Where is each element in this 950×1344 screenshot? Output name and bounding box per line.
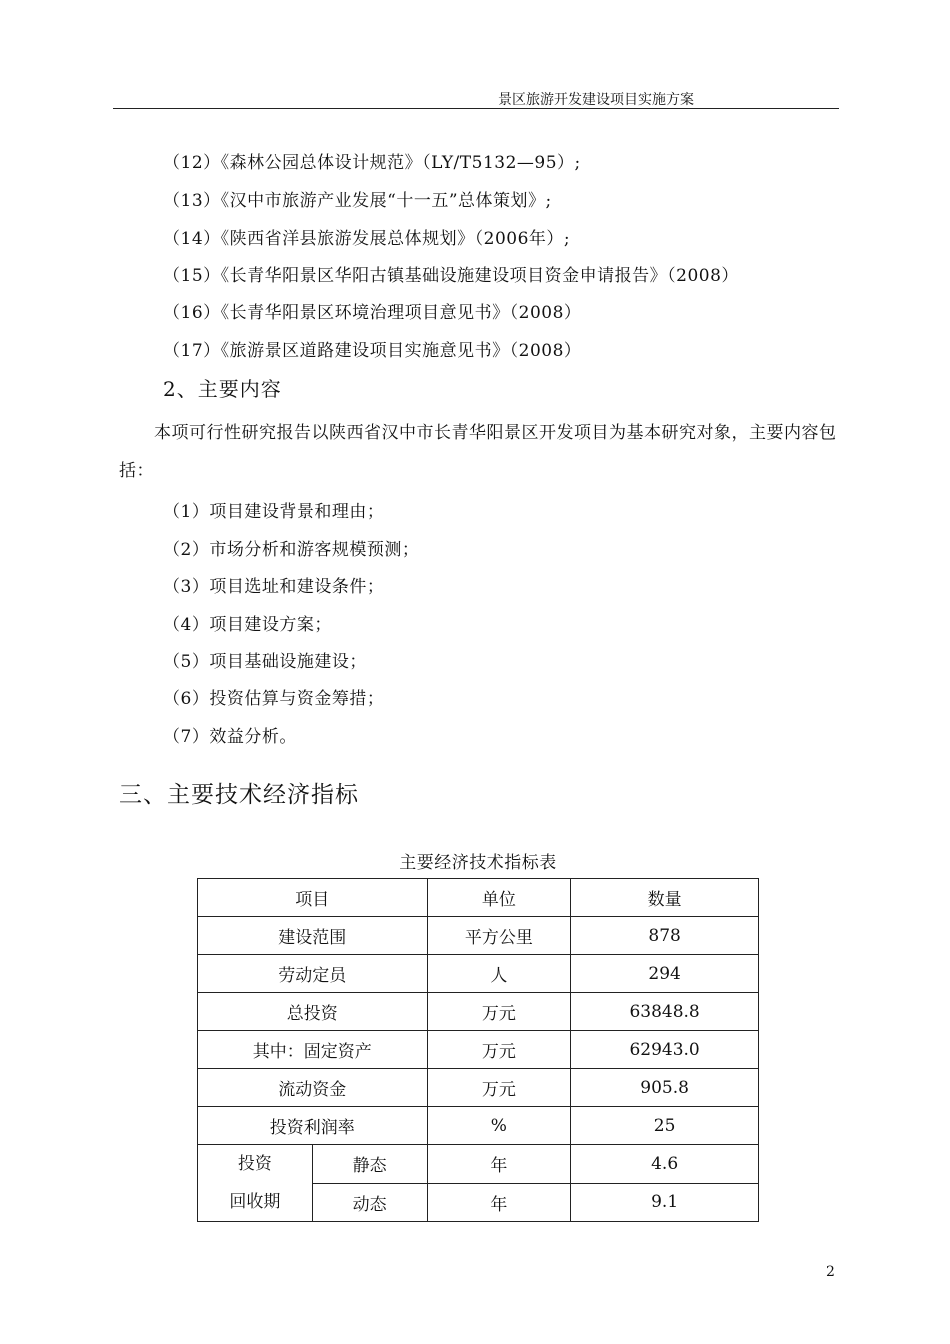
table-cell: 投资利润率	[198, 1107, 428, 1145]
indicators-table	[197, 878, 759, 1222]
table-row	[198, 955, 759, 993]
header-title: 景区旅游开发建设项目实施方案	[498, 92, 694, 108]
table-cell: 294	[571, 955, 759, 993]
table-row	[198, 993, 759, 1031]
table-row	[198, 1107, 759, 1145]
table-cell: 4.6	[571, 1145, 759, 1184]
table-caption: 主要经济技术指标表	[399, 853, 557, 873]
table-cell: 万元	[427, 1031, 571, 1069]
content-item: （6）投资估算与资金筹措；	[163, 689, 385, 709]
table-cell: 动态	[312, 1183, 427, 1222]
intro-paragraph: 本项可行性研究报告以陕西省汉中市长青华阳景区开发项目为基本研究对象，主要内容包括：	[119, 423, 837, 481]
table-cell: 9.1	[571, 1183, 759, 1222]
table-cell: 万元	[427, 993, 571, 1031]
page-header	[113, 86, 839, 109]
table-cell: 总投资	[198, 993, 428, 1031]
table-cell: 63848.8	[571, 993, 759, 1031]
page-number: 2	[826, 1264, 835, 1280]
reference-item: （12）《森林公园总体设计规范》（LY/T5132—95）;	[163, 153, 581, 173]
table-cell: 其中：固定资产	[198, 1031, 428, 1069]
header-cell: 单位	[427, 879, 571, 917]
table-row-payback-static	[198, 1145, 759, 1184]
table-cell: 25	[571, 1107, 759, 1145]
table-cell: 年	[427, 1183, 571, 1222]
payback-label-cell	[198, 1145, 313, 1222]
section-heading-indicators: 三、主要技术经济指标	[119, 782, 359, 808]
table-cell: %	[427, 1107, 571, 1145]
table-cell: 62943.0	[571, 1031, 759, 1069]
table-cell: 年	[427, 1145, 571, 1184]
table-cell: 劳动定员	[198, 955, 428, 993]
table-cell: 878	[571, 917, 759, 955]
table-cell: 建设范围	[198, 917, 428, 955]
table-cell: 905.8	[571, 1069, 759, 1107]
header-cell: 项目	[198, 879, 428, 917]
table-cell: 万元	[427, 1069, 571, 1107]
reference-item: （15）《长青华阳景区华阳古镇基础设施建设项目资金申请报告》（2008）	[163, 266, 739, 286]
table-row	[198, 1069, 759, 1107]
reference-item: （13）《汉中市旅游产业发展“十一五”总体策划》;	[163, 191, 552, 211]
table-cell: 流动资金	[198, 1069, 428, 1107]
table-cell: 平方公里	[427, 917, 571, 955]
table-row	[198, 917, 759, 955]
content-item: （2）市场分析和游客规模预测；	[163, 540, 420, 560]
payback-label-top: 投资	[237, 1154, 272, 1174]
table-cell: 人	[427, 955, 571, 993]
content-item: （1）项目建设背景和理由；	[163, 502, 385, 522]
reference-item: （14）《陕西省洋县旅游发展总体规划》（2006年）;	[163, 229, 571, 249]
payback-label-bottom: 回收期	[229, 1192, 281, 1212]
section-heading-main-content: 2、主要内容	[163, 377, 282, 401]
table-row	[198, 1031, 759, 1069]
content-item: （3）项目选址和建设条件；	[163, 577, 385, 597]
table-cell: 静态	[312, 1145, 427, 1184]
content-item: （5）项目基础设施建设；	[163, 652, 367, 672]
header-cell: 数量	[571, 879, 759, 917]
table-header-row	[198, 879, 759, 917]
reference-item: （16）《长青华阳景区环境治理项目意见书》（2008）	[163, 303, 582, 323]
content-item: （7）效益分析。	[163, 727, 297, 747]
content-item: （4）项目建设方案；	[163, 615, 332, 635]
reference-item: （17）《旅游景区道路建设项目实施意见书》（2008）	[163, 341, 582, 361]
